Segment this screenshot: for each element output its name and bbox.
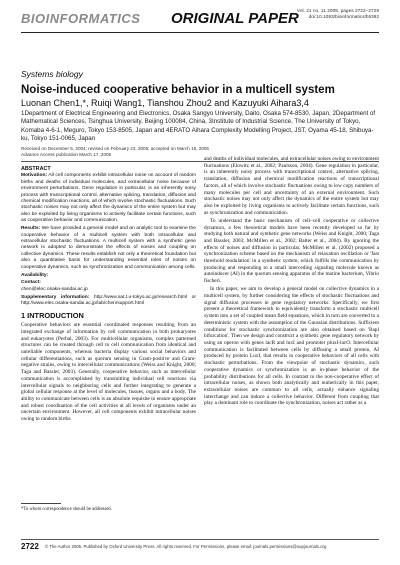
advance-access: Advance Access publication March 17, 2005 <box>21 152 112 158</box>
contact-email[interactable]: chen@elec.osaka-sandai.ac.jp <box>21 286 88 292</box>
volume-line: Vol. 21 no. 11 2005, pages 2722–2729 <box>296 9 379 14</box>
footnote-rule <box>21 503 61 504</box>
page-footer <box>21 542 379 552</box>
correspondence-footnote: *To whom correspondence should be addressed. <box>21 507 112 512</box>
abstract-supplementary <box>21 295 196 308</box>
page-number: 2722 <box>21 542 39 551</box>
publication-dates <box>21 146 209 158</box>
volume-info <box>297 9 379 21</box>
abstract-availability <box>21 273 196 279</box>
left-column <box>21 166 196 424</box>
introduction-heading: 1 INTRODUCTION <box>21 310 84 320</box>
abstract-results <box>21 226 196 271</box>
paper-type: ORIGINAL PAPER <box>171 10 299 27</box>
journal-header <box>21 9 379 31</box>
doi-line: doi:10.1093/bioinformatics/bti392 <box>308 15 379 20</box>
affiliations: 1Department of Electrical Engineering and Electronics, Osaka Sangyo University, Daito, Osaka 574-8530, Japan, 2Department of Mathematical Sciences, Tsinghua University, Beijing 100084, China, 3Institute of Industrial Science, The University of Tokyo, Komaba 4-6-1, Meguro, Tokyo 153-8505, Japan and 4ERATO Aihara Complexity Modelling Project, JST, Oyama 45-18, Shibuya-ku, Tokyo 151-0065, Japan <box>21 110 376 143</box>
supp-links[interactable]: http://www.sat.t.u-tokyo.ac.jp/research.html or http://www.elec.osaka-sandai.ac.jp/lab/chen/support.html <box>21 294 197 307</box>
motivation-text: All cell components exhibit intracellular noise on account of random births and deaths of individual molecules, and extracellular noise because of environment perturbations. Gene regulation in particular, is an inherently noisy process with transcriptional control, alternative splicing, translation, diffusion and chemical modification reactions, all of which involve stochastic fluctuations. Such stochastic noises may not only affect the dynamics of the entire system but may also be exploited by living organisms to actively facilitate certain functions, such as cooperative behavior and communication. <box>21 173 197 224</box>
abstract-motivation <box>21 173 196 224</box>
abstract-heading: ABSTRACT <box>21 166 51 172</box>
received-dates: Received on December 5, 2004; revised on February 23, 2005; accepted on March 15, 2005 <box>21 146 209 151</box>
right-paragraph-1: and deaths of individual molecules, and extracellular noises owing to environment fluctuations (Elowitz et al., 2002; Paulsson, 2004). Gene regulation in particular, is an inherently noisy process with transcriptional control, alternative splicing, translation, diffusion and chemical modification reactions of transcriptional factors, all of which involve stochastic fluctuations owing to low copy numbers of many molecules per cell and uncertainty of an external environment. Such stochastic noises may not only affect the dynamics of the entire system but may also be exploited by living organisms to actively facilitate certain functions, such as synchronization and communication. <box>204 156 379 216</box>
results-label: Results: <box>21 226 41 232</box>
motivation-label: Motivation: <box>21 173 48 179</box>
contact-label: Contact: <box>21 280 41 286</box>
right-paragraph-2: To understand the basic mechanism of cell–cell cooperative or collective dynamics, a few theoretical models have been recently developed so far by studying both natural and synthetic gene networks (Weiss and Knight, 2000; Taga and Bassler, 2003; McMillen et al., 2002; Balter et al., 2004). By ignoring the effects of noises and diffusion in particular, McMillen et al. (2002) proposed a synchronization scheme based on the mechanism of relaxation oscillation or 'fast threshold modulation' in a synthetic system, which fulfills the communication by producing and responding to a small interceding signaling molecule known as autoinducer (AI) in the quorum sensing apparatus of the marine bacterium, Vibrio fischeri. <box>204 217 379 285</box>
paper-title: Noise-induced cooperative behavior in a multicell system <box>21 84 335 96</box>
results-text: We have provided a general model and an analytic tool to examine the cooperative behavior of a multicell system with both intracellular and extracellular stochastic fluctuations. A multicell system with a synthetic gene network is adopted to demonstrate the effects of noises and coupling on collective dynamics. These results establish not only a theoretical foundation but also a quantitative basis for understanding essential roles of noises on cooperative dynamics, such as synchronization and communication among cells. <box>21 226 196 270</box>
abstract-contact <box>21 280 196 293</box>
journal-name: BIOINFORMATICS <box>21 11 141 26</box>
right-column <box>204 156 379 409</box>
supp-label: Supplementary information: <box>21 294 90 300</box>
copyright-line: © The Author 2005. Published by Oxford University Press. All rights reserved. For Permissions, please email: journals.permissions@oupjournals.org <box>45 544 327 549</box>
author-list: Luonan Chen1,*, Ruiqi Wang1, Tianshou Zhou2 and Kazuyuki Aihara3,4 <box>21 98 309 108</box>
footer-rule <box>21 539 379 540</box>
right-paragraph-3: In this paper, we aim to develop a general model on collective dynamics in a multicell system, by further considering the effects of stochastic fluctuations and signal diffusion processes in gene regulatory networks. Specifically, we first present a theoretical framework to equivalently transform a stochastic multicell system into a set of coupled mean field equations, which in turn are converted to a deterministic system with the assumption of the Gaussian distributions. Sufficient conditions for stochastic synchronization are also obtained based on 'Bapl bifurcation'. Then we design and construct a synthetic gene regulatory network by using an operon with genes lacR and luxI and promoter pluxI-lacO. Intercellular communication is facilitated between cells by diffusing a small protein, AI produced by protein LuxI, that results in cooperative behaviors of all cells with stochastic perturbations. From the viewpoint of stochastic dynamics, such cooperative dynamics or synchronization is an in-phase behavior of the probability distributions for all cells. In contrast to the non-cooperative effect of intracellular noises, as shown both analytically and numerically in this paper, extracellular noises are common to all cells, actually enhance signaling interchange and can induce a collective behavior. Different from coupling that play a dominant role to coordinate the synchronization, noises act rather as a <box>204 286 379 407</box>
introduction-paragraph: Cooperative behaviors are essential coordinated responses resulting from an integrated exchange of information by cell communication in both prokaryotes and eukaryotes (Perbal, 2003). For multicellular organisms, complex patterned structures can be created through cell to cell communication from identical and unreliable components, whereas bacteria display various social behaviors and cellular differentiations, such as quorum sensing in Gram-positive and Gram-negative strains, owing to intercellular communications (Weiss and Knight, 2000; Taga and Bassler, 2003). Generally, cooperative behavior, such as intercellular communication is accomplished by transmitting individual cell reactions via intercellular signals to neighboring cells and further integrating to generate a global cellular response at the level of molecules, tissues, organs and a body. The ability to communicate between cells is an absolute requisite to ensure appropriate and robust coordination of the cell activities at all levels of organisms under an uncertain environment. However, all cell components exhibit intracellular noises owing to random births <box>21 322 196 423</box>
abstract <box>21 166 196 308</box>
section-tag: Systems biology <box>21 69 83 79</box>
header-rule <box>21 32 379 33</box>
availability-label: Availability: <box>21 272 49 278</box>
